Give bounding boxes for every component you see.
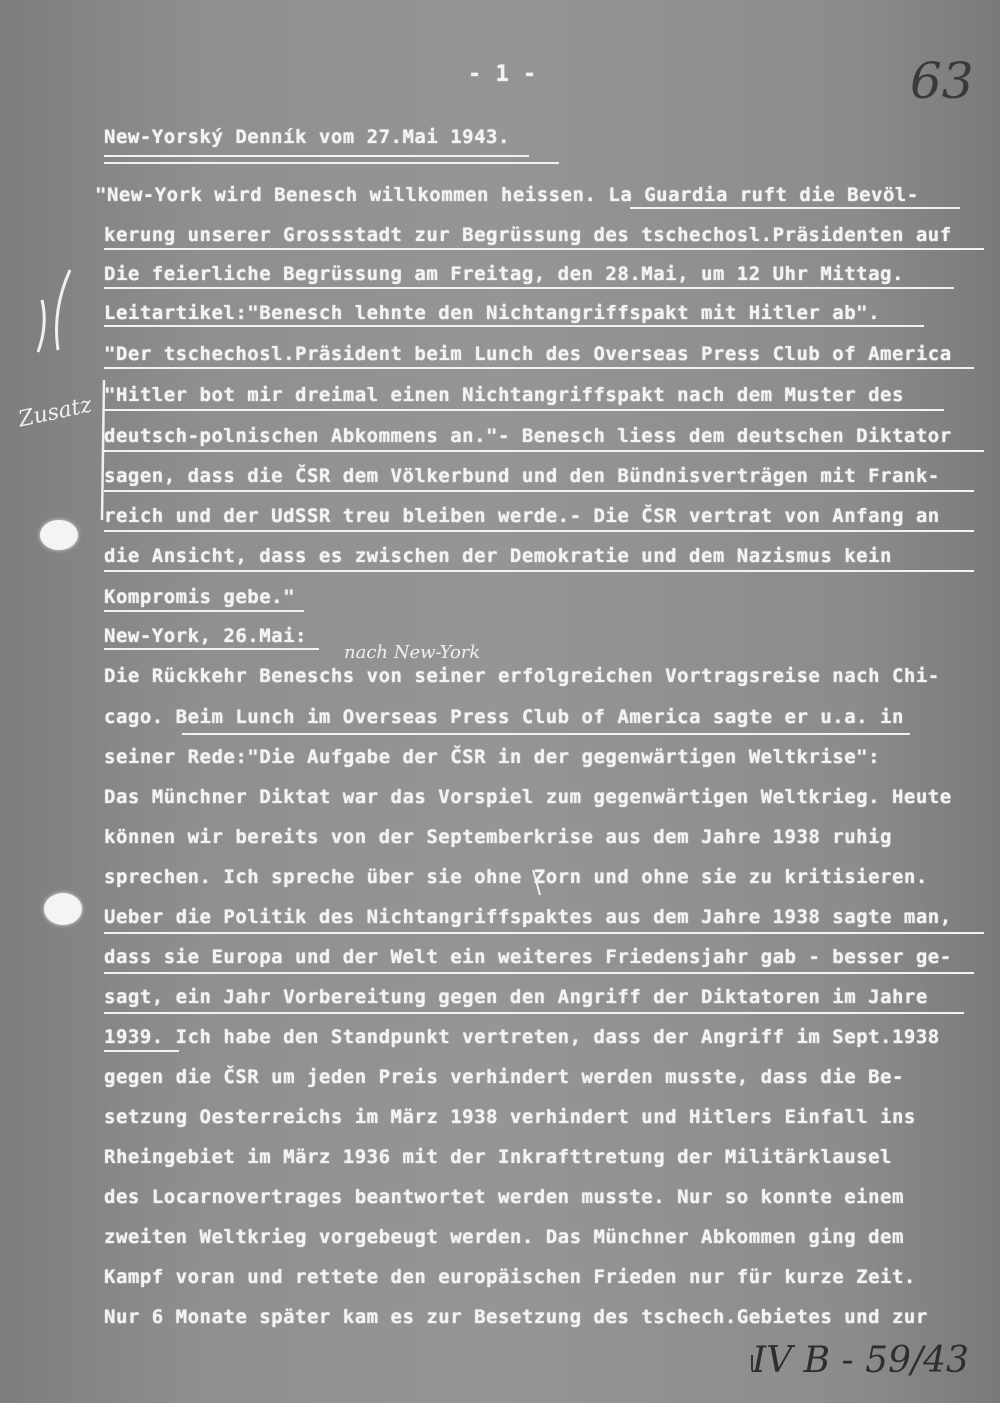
text-line: setzung Oesterreichs im März 1938 verhindert und Hitlers Einfall ins xyxy=(104,1106,916,1128)
page-number: - 1 - xyxy=(468,62,537,87)
text-line: Kampf voran und rettete den europäischen Frieden nur für kurze Zeit. xyxy=(104,1266,916,1288)
handwritten-margin-note: Zusatz xyxy=(16,392,95,433)
text-line: reich und der UdSSR treu bleiben werde.- Die ČSR vertrat von Anfang an xyxy=(104,505,940,527)
underline-leitartikel xyxy=(104,325,924,327)
text-line: kerung unserer Grossstadt zur Begrüssung des tschechosl.Präsidenten auf xyxy=(104,224,952,246)
underline-line-22 xyxy=(104,1012,964,1014)
handwritten-reference-number: IV B - 59/43 xyxy=(752,1340,969,1381)
text-line: des Locarnovertrages beantwortet werden musste. Nur so konnte einem xyxy=(104,1186,904,1208)
text-line: Ueber die Politik des Nichtangriffspaktes aus dem Jahre 1938 sagte man, xyxy=(104,906,952,928)
text-line: gegen die ČSR um jeden Preis verhindert werden musste, dass die Be- xyxy=(104,1066,904,1088)
underline-line-11 xyxy=(104,570,974,572)
text-line: cago. Beim Lunch im Overseas Press Club of America sagte er u.a. in xyxy=(104,706,904,728)
underline-heading xyxy=(104,155,529,157)
text-line: die Ansicht, dass es zwischen der Demokratie und dem Nazismus kein xyxy=(104,545,892,567)
underline-heading-2 xyxy=(104,162,559,164)
text-line: sagen, dass die ČSR dem Völkerbund und den Bündnisverträgen mit Frank- xyxy=(104,465,940,487)
underline-la-guardia xyxy=(630,207,960,209)
underline-line-6 xyxy=(104,367,974,369)
text-line: seiner Rede:"Die Aufgabe der ČSR in der gegenwärtigen Weltkrise": xyxy=(104,746,881,768)
text-line: New-Yorský Denník vom 27.Mai 1943. xyxy=(104,126,510,148)
underline-line-3 xyxy=(104,248,984,250)
handwritten-insert: nach New-York xyxy=(344,642,481,663)
text-line: "Hitler bot mir dreimal einen Nichtangriffspakt nach dem Muster des xyxy=(104,384,904,406)
underline-lunch xyxy=(182,733,910,735)
underline-new-york xyxy=(104,648,319,650)
underline-line-9 xyxy=(104,490,974,492)
text-line: Die Rückkehr Beneschs von seiner erfolgreichen Vortragsreise nach Chi- xyxy=(104,665,940,687)
text-line: New-York, 26.Mai: xyxy=(104,625,307,647)
underline-line-20 xyxy=(104,932,984,934)
underline-line-12 xyxy=(104,610,304,612)
underline-line-8 xyxy=(104,450,984,452)
text-line: zweiten Weltkrieg vorgebeugt werden. Das Münchner Abkommen ging dem xyxy=(104,1226,904,1248)
text-line: 1939. Ich habe den Standpunkt vertreten, dass der Angriff im Sept.1938 xyxy=(104,1026,940,1048)
handwritten-folio-number: 63 xyxy=(910,52,974,110)
text-line: deutsch-polnischen Abkommens an."- Benesch liess dem deutschen Diktator xyxy=(104,425,952,447)
underline-1939 xyxy=(104,1050,179,1052)
underline-line-7 xyxy=(104,409,944,411)
margin-stroke-right xyxy=(57,270,71,350)
text-line: Kompromis gebe." xyxy=(104,586,296,608)
text-line: Nur 6 Monate später kam es zur Besetzung des tschech.Gebietes und zur xyxy=(104,1306,928,1328)
text-line: Die feierliche Begrüssung am Freitag, den 28.Mai, um 12 Uhr Mittag. xyxy=(104,263,904,285)
text-line: Leitartikel:"Benesch lehnte den Nichtangriffspakt mit Hitler ab". xyxy=(104,302,881,324)
underline-line-21 xyxy=(104,972,974,974)
text-line: "Der tschechosl.Präsident beim Lunch des Overseas Press Club of America xyxy=(104,343,952,365)
text-line: sprechen. Ich spreche über sie ohne Zorn und ohne sie zu kritisieren. xyxy=(104,866,928,888)
text-line: sagt, ein Jahr Vorbereitung gegen den Angriff der Diktatoren im Jahre xyxy=(104,986,928,1008)
text-line: Das Münchner Diktat war das Vorspiel zum gegenwärtigen Weltkrieg. Heute xyxy=(104,786,952,808)
text-line: "New-York wird Benesch willkommen heissen. La Guardia ruft die Bevöl- xyxy=(95,184,919,206)
underline-line-10 xyxy=(104,530,974,532)
text-line: Rheingebiet im März 1936 mit der Inkrafttretung der Militärklausel xyxy=(104,1146,892,1168)
underline-line-4 xyxy=(104,287,954,289)
text-line: dass sie Europa und der Welt ein weiteres Friedensjahr gab - besser ge- xyxy=(104,946,952,968)
text-line: können wir bereits von der Septemberkrise aus dem Jahre 1938 ruhig xyxy=(104,826,892,848)
